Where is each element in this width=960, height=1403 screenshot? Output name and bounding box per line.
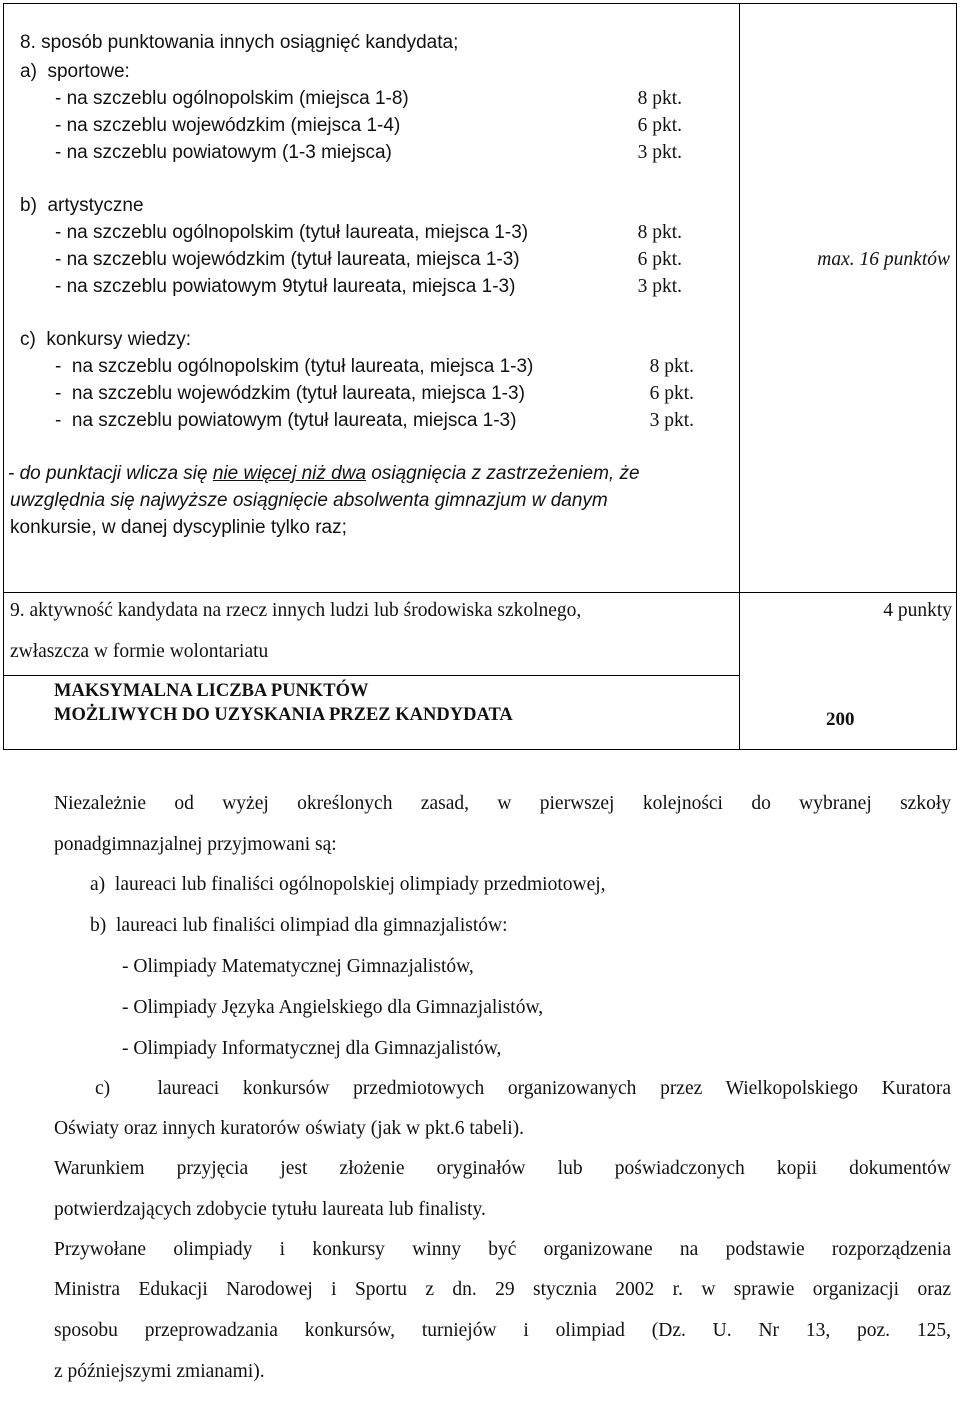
list-item-b: b) laureaci lub finaliści olimpiad dla gimnazjalistów: — [90, 915, 508, 936]
section-b-label: b) artystyczne — [20, 195, 144, 216]
list-item: - na szczeblu wojewódzkim (miejsca 1-4) — [55, 115, 401, 136]
table-border-right — [956, 3, 957, 750]
row9-text-line1: 9. aktywność kandydata na rzecz innych ludzi lub środowiska szkolnego, — [10, 600, 582, 621]
intro-line1: Niezależnie od wyżej określonych zasad, w pierwszej kolejności do wybranej szkoły — [54, 793, 951, 814]
condition-line1: Warunkiem przyjęcia jest złożenie oryginałów lub poświadczonych kopii dokumentów — [54, 1158, 951, 1179]
points-value: 6 pkt. — [637, 249, 682, 270]
table-border-left — [3, 3, 4, 750]
legal-line2: Ministra Edukacji Narodowej i Sportu z dn. 29 stycznia 2002 r. w sprawie organizacji oraz — [54, 1279, 951, 1300]
intro-line2: ponadgimnazjalnej przyjmowani są: — [54, 834, 337, 855]
table-divider-vertical — [739, 3, 740, 750]
points-value: 8 pkt. — [637, 222, 682, 243]
list-item: - na szczeblu powiatowym 9tytuł laureata, miejsca 1-3) — [55, 276, 516, 297]
list-item: - na szczeblu wojewódzkim (tytuł laureata, miejsca 1-3) — [55, 249, 520, 270]
row9-points: 4 punkty — [883, 600, 952, 621]
note-emphasis: nie więcej niż dwa — [212, 463, 367, 484]
legal-line3: sposobu przeprowadzania konkursów, turniejów i olimpiad (Dz. U. Nr 13, poz. 125, — [54, 1320, 951, 1341]
points-value: 8 pkt. — [649, 356, 694, 377]
legal-line1: Przywołane olimpiady i konkursy winny być organizowane na podstawie rozporządzenia — [54, 1239, 951, 1260]
olympiad-item: - Olimpiady Matematycznej Gimnazjalistów, — [122, 956, 474, 977]
points-value: 6 pkt. — [637, 115, 682, 136]
table-divider-row9 — [3, 592, 957, 593]
row8-title: 8. sposób punktowania innych osiągnięć kandydata; — [20, 32, 459, 53]
points-value: 3 pkt. — [649, 410, 694, 431]
note-line-3: konkursie, w danej dyscyplinie tylko raz; — [10, 517, 347, 538]
condition-line2: potwierdzających zdobycie tytułu laureata lub finalisty. — [54, 1199, 486, 1220]
section-c-label: c) konkursy wiedzy: — [20, 329, 192, 350]
legal-line4: z późniejszymi zmianami). — [54, 1361, 265, 1382]
list-item: - na szczeblu ogólnopolskim (miejsca 1-8) — [55, 88, 409, 109]
list-item: - na szczeblu ogólnopolskim (tytuł laureata, miejsca 1-3) — [55, 222, 529, 243]
points-value: 3 pkt. — [637, 276, 682, 297]
points-value: 8 pkt. — [637, 88, 682, 109]
list-item: - na szczeblu powiatowym (1-3 miejsca) — [55, 142, 392, 163]
max-row-line2: MOŻLIWYCH DO UZYSKANIA PRZEZ KANDYDATA — [54, 705, 513, 725]
note-text: osiągnięcia z zastrzeżeniem, że — [366, 463, 640, 484]
max-points-label: max. 16 punktów — [817, 249, 950, 270]
list-item-a: a) laureaci lub finaliści ogólnopolskiej olimpiady przedmiotowej, — [90, 874, 606, 895]
row9-text-line2: zwłaszcza w formie wolontariatu — [10, 641, 269, 662]
table-divider-max — [3, 675, 740, 676]
max-row-line1: MAKSYMALNA LICZBA PUNKTÓW — [54, 681, 369, 701]
note-line-1 — [8, 463, 640, 485]
points-value: 6 pkt. — [649, 383, 694, 404]
max-row-value: 200 — [826, 709, 855, 730]
list-item: - na szczeblu powiatowym (tytuł laureata, miejsca 1-3) — [55, 410, 517, 431]
points-value: 3 pkt. — [637, 142, 682, 163]
note-text: - do punktacji wlicza się — [8, 463, 213, 484]
list-item: - na szczeblu wojewódzkim (tytuł laureata, miejsca 1-3) — [55, 383, 525, 404]
table-border-top — [3, 3, 957, 4]
section-a-label: a) sportowe: — [20, 61, 130, 82]
list-item-c-line1: c) laureaci konkursów przedmiotowych organizowanych przez Wielkopolskiego Kuratora — [95, 1078, 951, 1099]
list-item-c-line2: Oświaty oraz innych kuratorów oświaty (jak w pkt.6 tabeli). — [54, 1118, 525, 1139]
olympiad-item: - Olimpiady Języka Angielskiego dla Gimnazjalistów, — [122, 997, 544, 1018]
note-line-2: uwzględnia się najwyższe osiągnięcie absolwenta gimnazjum w danym — [10, 490, 608, 511]
list-item: - na szczeblu ogólnopolskim (tytuł laureata, miejsca 1-3) — [55, 356, 534, 377]
table-border-bottom — [3, 749, 957, 750]
olympiad-item: - Olimpiady Informatycznej dla Gimnazjalistów, — [122, 1038, 502, 1059]
